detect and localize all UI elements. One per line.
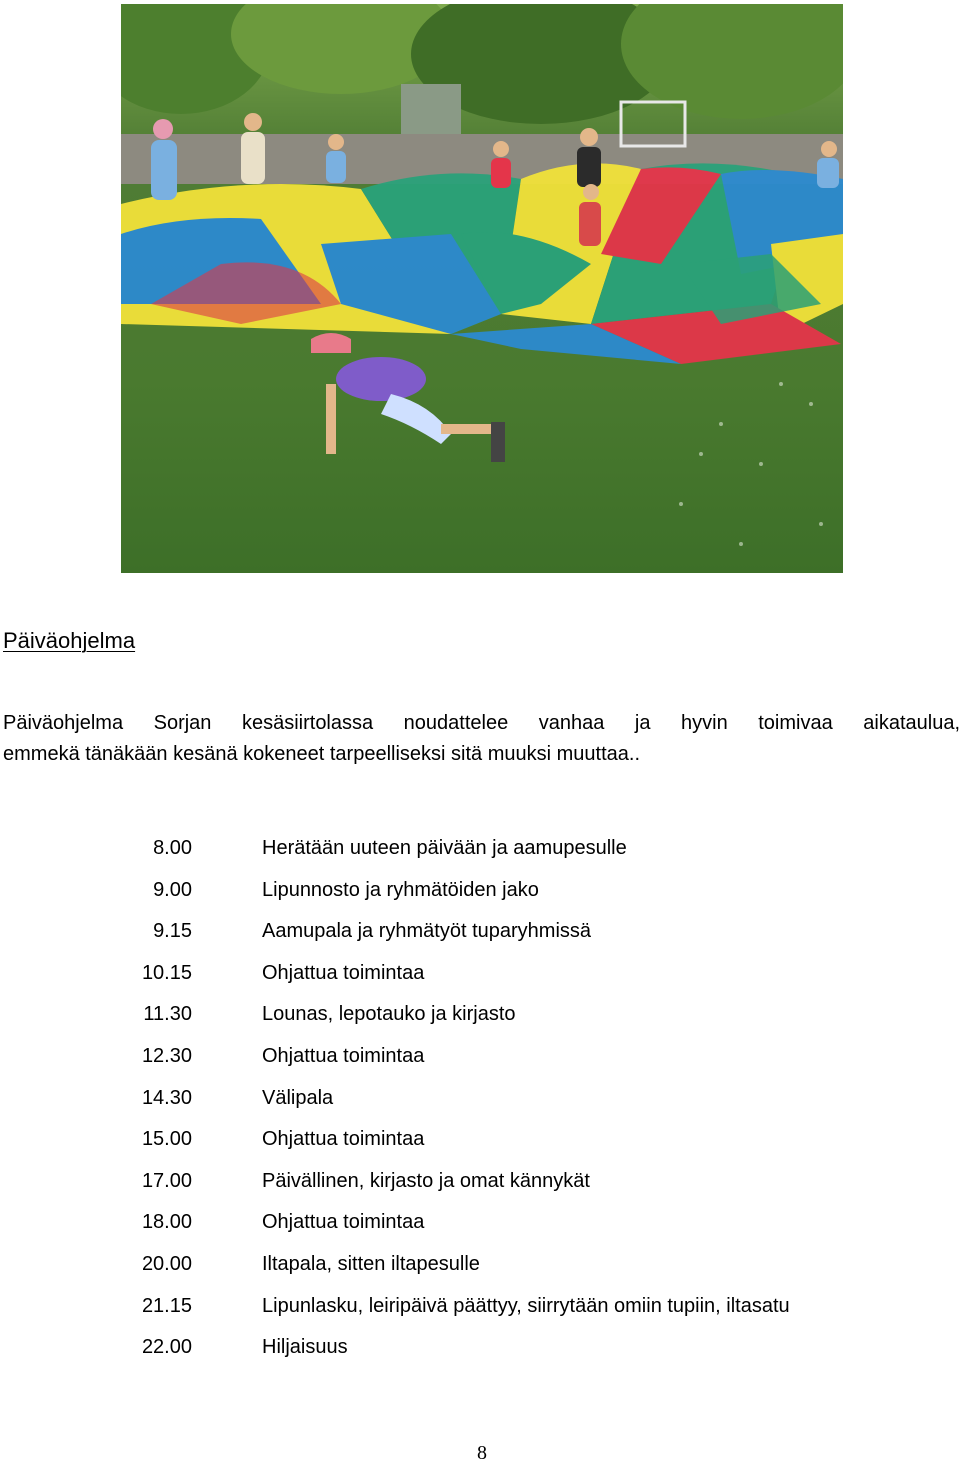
schedule-row — [0, 1205, 960, 1247]
intro-paragraph — [3, 708, 960, 770]
schedule-activity: Välipala — [262, 1086, 334, 1109]
schedule-time: 12.30 — [141, 1044, 192, 1067]
page-number: 8 — [477, 1442, 487, 1464]
schedule-activity: Iltapala, sitten iltapesulle — [262, 1252, 480, 1275]
schedule-row — [0, 1330, 960, 1372]
schedule-activity: Lipunnosto ja ryhmätöiden jako — [262, 878, 539, 901]
schedule-row — [0, 1164, 960, 1206]
schedule-time: 22.00 — [141, 1336, 192, 1359]
schedule-activity: Ohjattua toimintaa — [262, 1044, 425, 1067]
schedule-row — [0, 1289, 960, 1331]
schedule-activity: Hiljaisuus — [262, 1336, 348, 1359]
schedule-activity: Ohjattua toimintaa — [262, 961, 425, 984]
schedule-row — [0, 997, 960, 1039]
schedule-row — [0, 956, 960, 998]
schedule-time: 10.15 — [141, 961, 192, 984]
schedule-time: 17.00 — [141, 1169, 192, 1192]
schedule-row — [0, 1122, 960, 1164]
schedule-activity: Ohjattua toimintaa — [262, 1128, 425, 1151]
schedule-time: 15.00 — [141, 1128, 192, 1151]
schedule-row — [0, 1039, 960, 1081]
schedule-row — [0, 1247, 960, 1289]
schedule-time: 11.30 — [143, 1003, 192, 1026]
schedule-time: 18.00 — [141, 1211, 192, 1234]
schedule-activity: Lipunlasku, leiripäivä päättyy, siirrytään omiin tupiin, iltasatu — [262, 1294, 790, 1317]
daily-schedule — [0, 831, 960, 1372]
schedule-time: 8.00 — [153, 837, 192, 859]
intro-line-2: emmekä tänäkään kesänä kokeneet tarpeelliseksi sitä muuksi muuttaa.. — [3, 743, 641, 765]
schedule-activity: Ohjattua toimintaa — [262, 1211, 425, 1234]
schedule-activity: Herätään uuteen päivään ja aamupesulle — [262, 837, 627, 859]
schedule-time: 21.15 — [141, 1294, 192, 1317]
schedule-time: 20.00 — [141, 1252, 192, 1275]
schedule-row — [0, 914, 960, 956]
schedule-activity: Aamupala ja ryhmätyöt tuparyhmissä — [262, 920, 592, 943]
schedule-row — [0, 873, 960, 915]
schedule-activity: Päivällinen, kirjasto ja omat kännykät — [262, 1169, 590, 1192]
schedule-row — [0, 831, 960, 873]
schedule-time: 9.15 — [153, 920, 192, 943]
schedule-activity: Lounas, lepotauko ja kirjasto — [262, 1003, 516, 1026]
schedule-time: 9.00 — [153, 878, 192, 901]
intro-line-1: Päiväohjelma Sorjan kesäsiirtolassa noudattelee vanhaa ja hyvin toimivaa aikataulua, — [3, 712, 960, 734]
section-heading: Päiväohjelma — [3, 628, 136, 653]
parachute-game-photo — [121, 4, 843, 573]
schedule-row — [0, 1081, 960, 1123]
schedule-time: 14.30 — [141, 1086, 192, 1109]
